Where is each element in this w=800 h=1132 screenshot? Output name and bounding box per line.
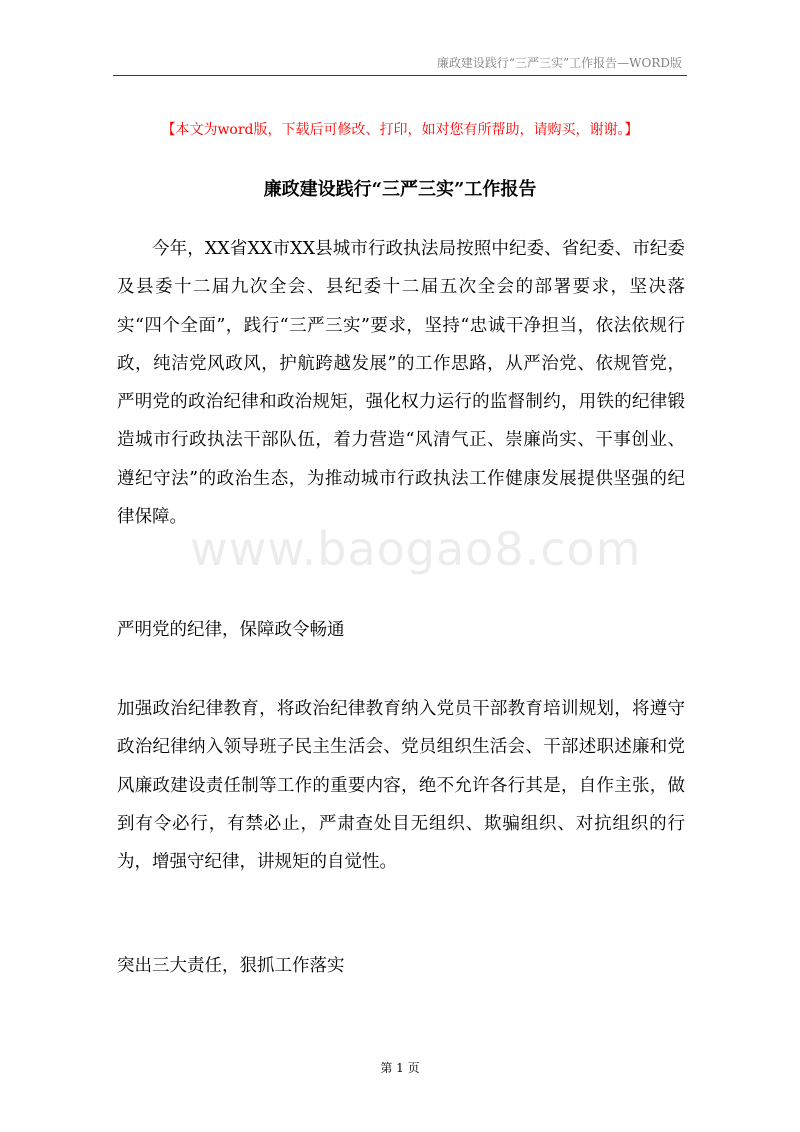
header-divider bbox=[113, 75, 687, 76]
purchase-notice: 【本文为word版，下载后可修改、打印，如对您有所帮助，请购买，谢谢。】 bbox=[161, 122, 639, 138]
body-paragraph-2: 加强政治纪律教育，将政治纪律教育纳入党员干部教育培训规划，将遵守政治纪律纳入领导班子民主生活会、党员组织生活会、干部述职述廉和党风廉政建设责任制等工作的重要内容，绝不允许各行其是，自作主张，做到有令必行，有禁必止，严肃查处目无组织、欺骗组织、对抗组织的行为，增强守纪律，讲规矩的自觉性。 bbox=[117, 699, 685, 873]
section-heading-1: 严明党的纪律，保障政令畅通 bbox=[117, 620, 345, 640]
document-title: 廉政建设践行“三严三实”工作报告 bbox=[263, 179, 537, 200]
running-header: 廉政建设践行“三严三实”工作报告—WORD版 bbox=[436, 56, 682, 70]
page-number: 第 1 页 bbox=[380, 1061, 420, 1075]
watermark: www.baogao8.com bbox=[190, 522, 642, 576]
section-heading-2: 突出三大责任，狠抓工作落实 bbox=[117, 956, 345, 976]
body-paragraph-1: 今年，XX省XX市XX县城市行政执法局按照中纪委、省纪委、市纪委及县委十二届九次全会、县纪委十二届五次全会的部署要求，坚决落实“四个全面”，践行“三严三实”要求，坚持“忠诚干净担当，依法依规行政，纯洁党风政风，护航跨越发展”的工作思路，从严治党、依规管党，严明党的政治纪律和政治规矩，强化权力运行的监督制约，用铁的纪律锻造城市行政执法干部队伍，着力营造“风清气正、崇廉尚实、干事创业、遵纪守法”的政治生态，为推动城市行政执法工作健康发展提供坚强的纪律保障。 bbox=[117, 239, 685, 528]
